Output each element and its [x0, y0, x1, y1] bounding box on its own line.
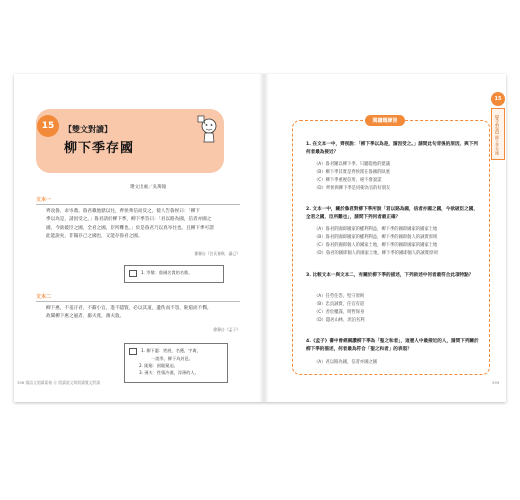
question-1-option: （A）魯君屢以柳下季，只聽從他的建議 — [314, 162, 390, 167]
text2-line: 故聞柳下惠之風者，鄙夫寬，薄夫敦。 — [46, 314, 125, 320]
text1-body — [46, 208, 246, 242]
text1-line: 此能說矣，非獨存己之國也，又能存魯君之國。 — [46, 234, 143, 240]
question-1-option: （B）柳下季其實是齊侯派在魯國的臥底 — [314, 170, 390, 175]
note-item: 2. 阨窮：困阨窮迫。 — [139, 362, 178, 368]
note-box-2 — [124, 343, 228, 383]
question-4-stem: 4.《孟子》書中曾經稱讚柳下季為「聖之和者」，這麼人中最接近的人，請問下列關於柳下季的描述，何者最為符合「聖之和者」的表現？ — [306, 339, 479, 352]
page-footer-left: 398 國語文閱讀素養 ⑪ 閱讀說文與閱讀雙文對讀 — [17, 380, 101, 385]
question-3-option: （D）隱居山林，淡泊名利 — [314, 318, 365, 323]
text2-body — [46, 305, 246, 322]
text2-source: 節錄自《孟子》 — [213, 327, 240, 332]
question-1-stem: 1. 在文本一中，齊侯說：「柳下季以為是，請因受之。」請問此句背後的原因，與下列何者最為接近？ — [306, 142, 478, 155]
quiz-header: 閱讀題練習 — [365, 115, 405, 126]
question-3-stem: 3. 比較文本一與文本二，有關於柳下季的描述，下列敘述中何者最符合此項特點？ — [306, 273, 474, 278]
text1-line: 齊攻魯，求岑鼎。魯君載他鼎以往，齊侯弗信而反之，使人告魯侯曰：「柳下 — [46, 209, 200, 214]
lesson-title: 柳下季存國 — [64, 141, 135, 156]
chapter-number: 15 — [491, 92, 505, 106]
section-divider — [36, 301, 240, 302]
text1-source: 節錄自《呂氏春秋．審己》 — [194, 251, 240, 256]
book-icon — [129, 348, 137, 355]
lesson-subtitle: 【雙文對讀】 — [64, 125, 112, 134]
text1-line: 國，今欲破臣之國，全君之國，臣所難也。」於是魯君乃以真岑往也。且柳下季可謂 — [46, 225, 214, 231]
question-2-option: （C）魯君的國即個人的國家土地，柳下季的國即國家的國家土地 — [314, 243, 438, 248]
question-3-option: （B）忠貞誠實，任官有道 — [314, 302, 365, 307]
book-icon — [129, 270, 137, 277]
note-item: 一說季，柳下為封邑。 — [151, 355, 193, 361]
question-2-option: （A）魯君的國即國家的權利利益，柳下季的國即國家的國家土地 — [314, 227, 438, 232]
question-1-option: （D）齊侯與柳下季是同朝為官的好朋友 — [314, 186, 391, 191]
question-2-option: （B）魯君的國即國家的權利利益，柳下季的國即個人的誠實原則 — [314, 235, 438, 240]
lesson-number-badge: 15 — [37, 115, 59, 137]
note-box-1 — [124, 265, 224, 283]
section-label-text1: 文本一 — [36, 197, 52, 203]
question-3-option: （C）善於權謀，明哲保身 — [314, 310, 365, 315]
side-tab — [491, 108, 505, 160]
question-2-stem: 2. 文本一中，關於魯君對柳下季所說「君以賂為國，信者亦國之國，今欲破臣之國，全君之國，臣所難也」，請問下列何者最正確？ — [306, 207, 478, 220]
note-item: 1. 柳下惠：姓展，名獲，字禽， — [141, 348, 201, 353]
author-credit: 選文出處／吳萬翰 — [130, 185, 166, 190]
question-4-option: （A）君以賂為國，信者亦國之國 — [314, 360, 378, 365]
section-label-text2: 文本二 — [36, 294, 52, 300]
book-gutter — [259, 74, 269, 402]
section-divider — [36, 204, 240, 205]
text2-line: 柳下惠，不羞汙君，不辭小官，進不隱賢，必以其道，遺佚而不怨，阨窮而不憫。 — [46, 306, 212, 311]
side-tab-label: 【雙文對讀】柳下季存國 — [495, 113, 501, 155]
question-2-option: （D）魯君的國即個人的國家土地，柳下季的國即個人的誠實原則 — [314, 251, 438, 256]
note-text: 1. 岑鼎：魯國名貴的名鼎。 — [141, 270, 193, 275]
question-3-option: （A）任勞任怨，堅守原則 — [314, 294, 365, 299]
text1-line: 季以為是，請因受之。」魯君請於柳下季，柳下季答曰：「君以賂為國，信者亦國之 — [46, 217, 212, 223]
page-footer-right: 399 — [492, 380, 500, 385]
question-1-option: （C）柳下季重視信用，絕不會說謊 — [314, 178, 382, 183]
note-item: 3. 薄夫：性情冷漠，淳薄的人。 — [139, 369, 199, 375]
mascot-illustration — [196, 114, 222, 146]
